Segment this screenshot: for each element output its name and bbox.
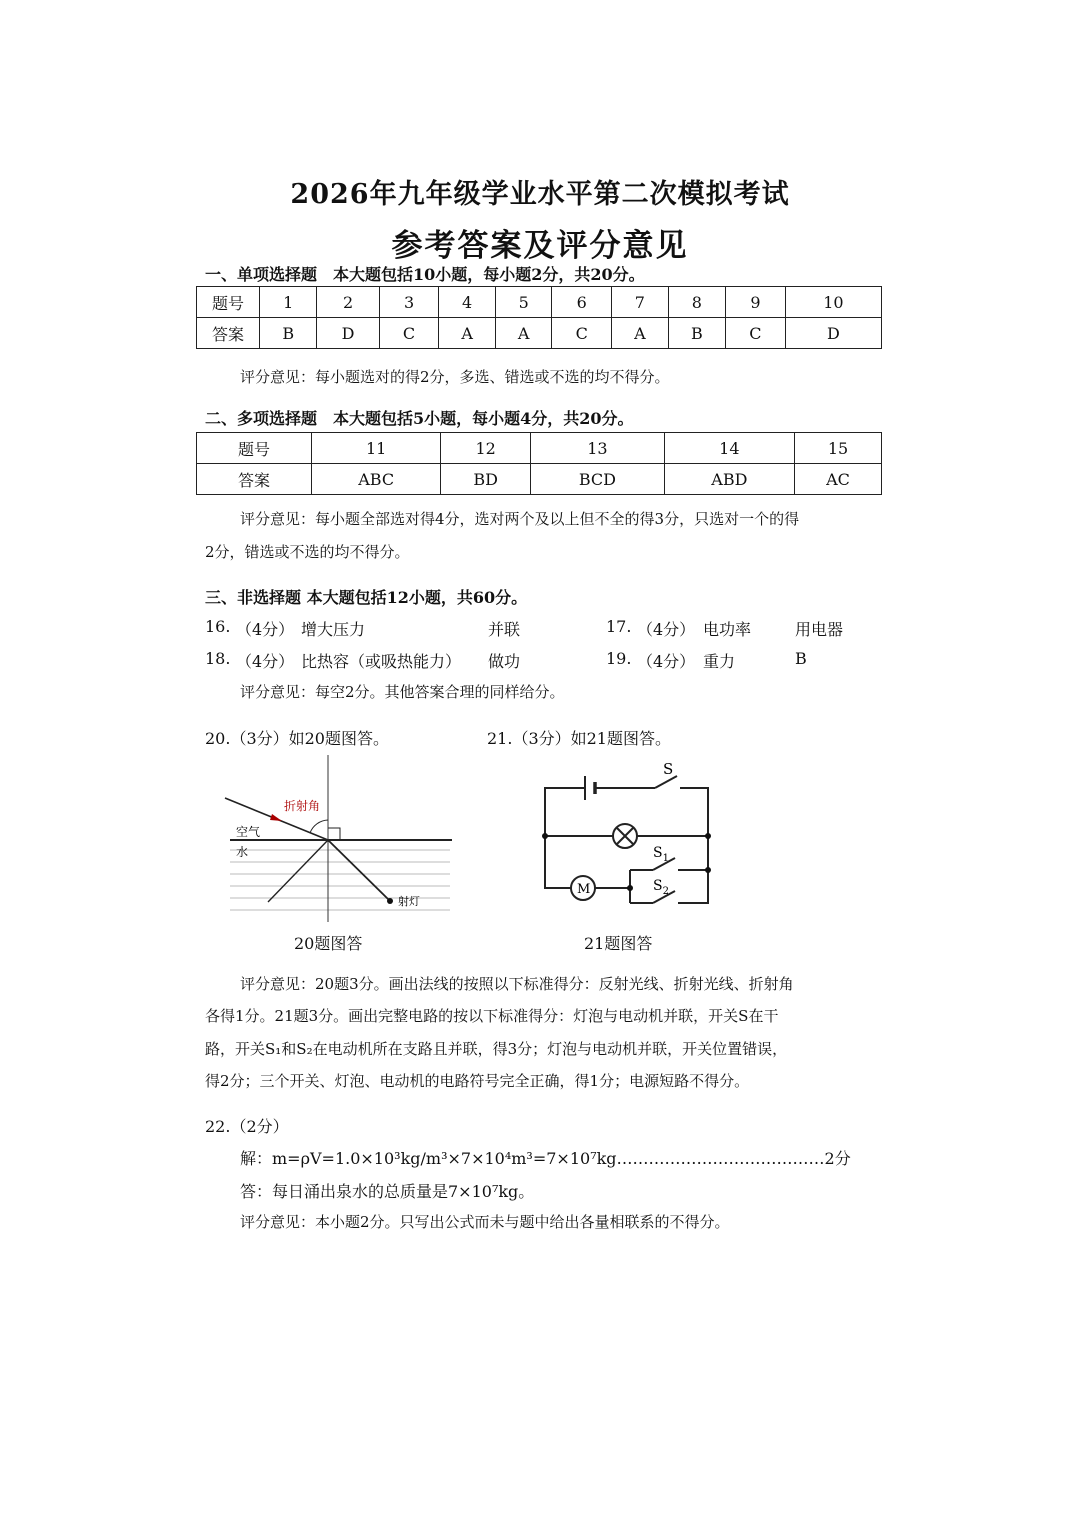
- table-cell: 2: [317, 287, 379, 318]
- table-cell: 14: [664, 433, 794, 464]
- fill-in-scoring-note: 评分意见：每空2分。其他答案合理的同样给分。: [240, 683, 565, 701]
- q16-answer2: 并联: [488, 620, 521, 639]
- air-label: 空气: [236, 825, 261, 839]
- q20-21-scoring-note-line1: 评分意见：20题3分。画出法线的按照以下标准得分：反射光线、折射光线、折射角: [240, 975, 794, 993]
- table-cell: 8: [668, 287, 725, 318]
- table-row: [197, 464, 882, 495]
- q16-score: （4分）: [236, 620, 295, 639]
- switch-s-label: S: [663, 760, 674, 778]
- table-cell: 12: [441, 433, 531, 464]
- row-label-number: 题号: [197, 287, 260, 318]
- lamp-label: 射灯: [398, 895, 420, 908]
- q20-21-scoring-note-line3: 路，开关S₁和S₂在电动机所在支路且并联，得3分；灯泡与电动机并联，开关位置错误，: [205, 1040, 788, 1058]
- q19-score: （4分）: [637, 652, 696, 671]
- q21-circuit-diagram: [535, 758, 720, 913]
- water-label: 水: [236, 845, 249, 859]
- table-cell: A: [612, 318, 669, 349]
- section3-heading: 三、非选择题 本大题包括12小题，共60分。: [205, 588, 528, 607]
- table-cell: B: [668, 318, 725, 349]
- q21-caption: 21题图答: [584, 934, 653, 953]
- row-label-answer: 答案: [197, 318, 260, 349]
- switch-s2-label: $S_2$: [653, 878, 669, 897]
- incident-ray: [328, 840, 390, 901]
- wire-motor-left: [545, 836, 571, 888]
- table-cell: 9: [726, 287, 786, 318]
- q17-score: （4分）: [637, 620, 696, 639]
- table-cell: D: [785, 318, 881, 349]
- table-cell: BD: [441, 464, 531, 495]
- table-cell: 11: [312, 433, 441, 464]
- q17-number: 17.: [606, 617, 632, 636]
- q20-21-scoring-note-line4: 得2分；三个开关、灯泡、电动机的电路符号完全正确，得1分；电源短路不得分。: [205, 1072, 750, 1090]
- q20-header: 20.（3分）如20题图答。: [205, 729, 389, 748]
- q17-answer2: 用电器: [795, 620, 844, 639]
- table-cell: 10: [785, 287, 881, 318]
- table-cell: D: [317, 318, 379, 349]
- table-cell: AC: [794, 464, 881, 495]
- section2-answer-table: [196, 432, 882, 495]
- q20-caption: 20题图答: [294, 934, 363, 953]
- junction-dot-motor: [627, 885, 633, 891]
- q19-answer2: B: [795, 649, 807, 668]
- q18-score: （4分）: [236, 652, 295, 671]
- q22-header: 22.（2分）: [205, 1117, 289, 1136]
- table-cell: 1: [260, 287, 317, 318]
- q18-number: 18.: [205, 649, 231, 668]
- q20-refraction-diagram: [220, 750, 460, 925]
- table-cell: ABD: [664, 464, 794, 495]
- junction-dot-s1: [705, 867, 711, 873]
- q16-answer1: 增大压力: [301, 620, 366, 639]
- table-cell: A: [495, 318, 552, 349]
- lamp-point: [387, 898, 393, 904]
- q16-number: 16.: [205, 617, 231, 636]
- table-cell: 7: [612, 287, 669, 318]
- junction-dot-left: [542, 833, 548, 839]
- q18-answer1: 比热容（或吸热能力）: [301, 652, 462, 671]
- table-cell: C: [379, 318, 439, 349]
- table-cell: 15: [794, 433, 881, 464]
- table-cell: 4: [439, 287, 496, 318]
- q21-header: 21.（3分）如21题图答。: [487, 729, 671, 748]
- table-cell: 13: [531, 433, 665, 464]
- reflected-ray: [268, 840, 328, 902]
- table-row: [197, 433, 882, 464]
- table-cell: C: [552, 318, 612, 349]
- page-subtitle: 参考答案及评分意见: [391, 228, 689, 264]
- section2-scoring-note-line2: 2分，错选或不选的均不得分。: [205, 543, 410, 561]
- section2-scoring-note-line1: 评分意见：每小题全部选对得4分，选对两个及以上但不全的得3分，只选对一个的得: [240, 510, 800, 528]
- table-cell: 3: [379, 287, 439, 318]
- switch-s1-label: $S_1$: [653, 845, 669, 864]
- q22-answer: 答：每日涌出泉水的总质量是7×10⁷kg。: [240, 1182, 535, 1201]
- q19-answer1: 重力: [703, 652, 736, 671]
- table-cell: BCD: [531, 464, 665, 495]
- section2-heading: 二、多项选择题 本大题包括5小题，每小题4分，共20分。: [205, 409, 634, 428]
- refraction-angle-label: 折射角: [284, 799, 321, 813]
- row-label-number: 题号: [197, 433, 312, 464]
- motor-label: M: [577, 882, 591, 897]
- table-cell: B: [260, 318, 317, 349]
- table-cell: 6: [552, 287, 612, 318]
- q22-scoring-note: 评分意见：本小题2分。只写出公式而未与题中给出各量相联系的不得分。: [240, 1213, 730, 1231]
- right-angle-mark: [328, 828, 340, 840]
- table-row: [197, 318, 882, 349]
- wire-top-right: [680, 788, 708, 836]
- row-label-answer: 答案: [197, 464, 312, 495]
- q22-solution: 解：m=ρV=1.0×10³kg/m³×7×10⁴m³=7×10⁷kg…………………………………2分: [240, 1149, 851, 1168]
- q19-number: 19.: [606, 649, 632, 668]
- table-cell: ABC: [312, 464, 441, 495]
- q17-answer1: 电功率: [703, 620, 752, 639]
- refraction-angle-arc: [310, 820, 328, 833]
- refracted-ray-arrow: [270, 814, 282, 821]
- table-cell: C: [726, 318, 786, 349]
- table-row: [197, 287, 882, 318]
- q18-answer2: 做功: [488, 652, 521, 671]
- table-cell: A: [439, 318, 496, 349]
- wire-top-left: [545, 788, 585, 836]
- q20-21-scoring-note-line2: 各得1分。21题3分。画出完整电路的按以下标准得分：灯泡与电动机并联，开关S在干: [205, 1007, 779, 1025]
- table-cell: 5: [495, 287, 552, 318]
- section1-scoring-note: 评分意见：每小题选对的得2分，多选、错选或不选的均不得分。: [240, 368, 670, 386]
- junction-dot-right: [705, 833, 711, 839]
- page-title: 2026年九年级学业水平第二次模拟考试: [290, 179, 790, 210]
- section1-answer-table: [196, 286, 882, 349]
- section1-heading: 一、单项选择题 本大题包括10小题，每小题2分，共20分。: [205, 265, 645, 284]
